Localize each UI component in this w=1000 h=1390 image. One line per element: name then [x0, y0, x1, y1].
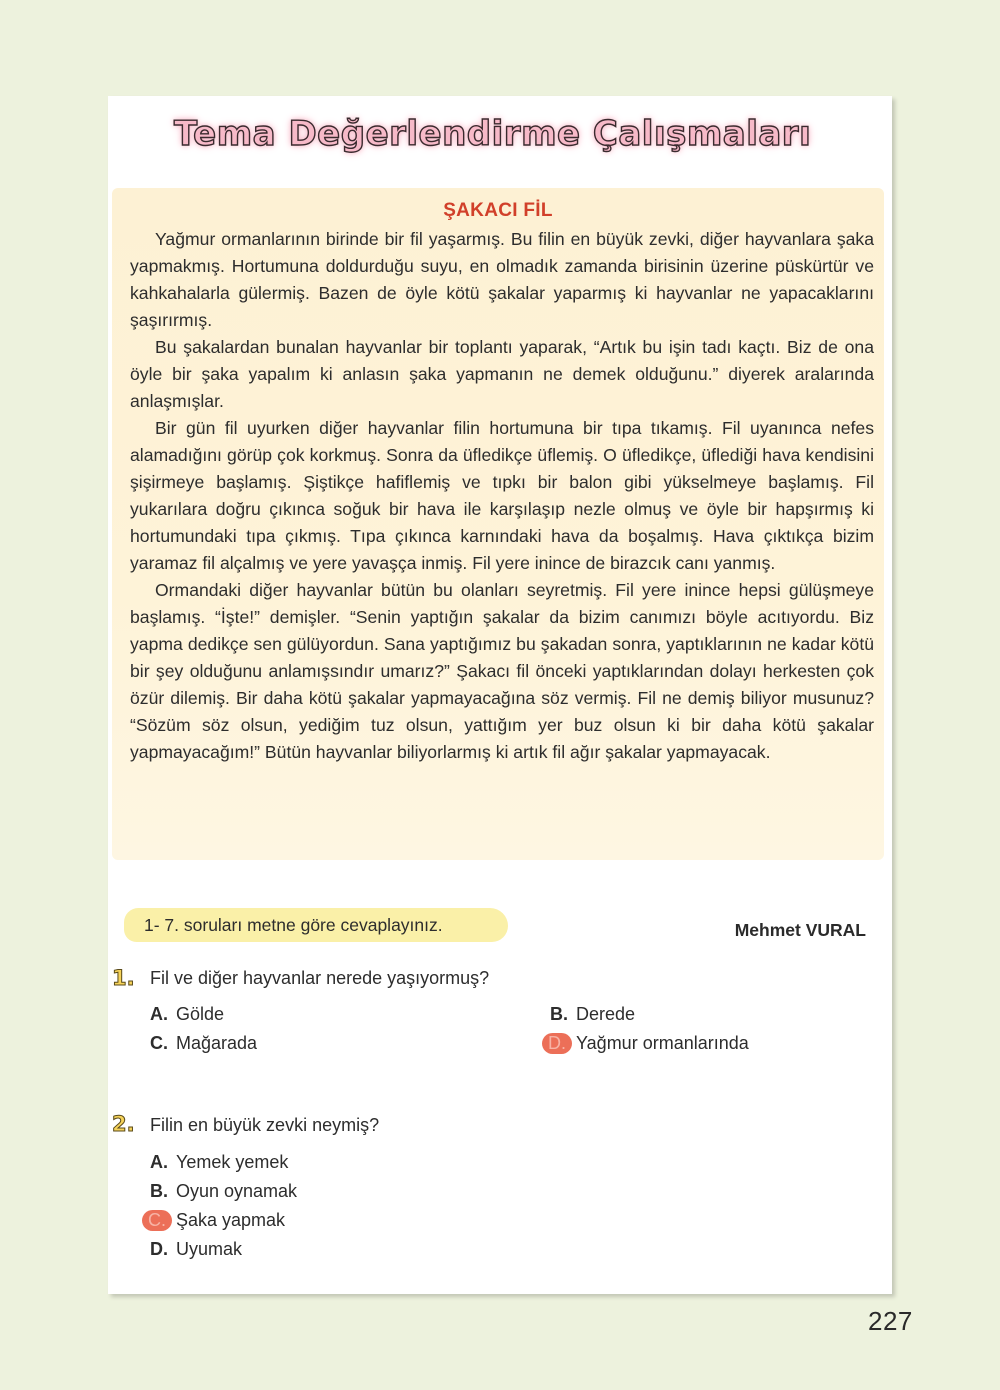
question-1-option-b[interactable] — [550, 1004, 635, 1025]
option-letter: A. — [150, 1004, 168, 1024]
story-author: Mehmet VURAL — [734, 920, 866, 940]
page-title: Tema Değerlendirme Çalışmaları — [174, 114, 812, 154]
option-letter: B. — [150, 1181, 168, 1201]
question-1-number: 1. — [112, 966, 135, 990]
story-paragraph: Bu şakalardan bunalan hayvanlar bir toplantı yaparak, “Artık bu işin tadı kaçtı. Biz de ona öyle bir şaka yapalım ki anlasın şaka yapmanın ne demek olduğunu.” diyerek aralarında anlaşmışlar. — [130, 337, 874, 411]
option-letter: D. — [150, 1239, 168, 1259]
option-letter: B. — [550, 1004, 568, 1024]
question-1-option-a[interactable] — [150, 1004, 224, 1025]
option-text: Yağmur ormanlarında — [576, 1033, 749, 1053]
option-letter: A. — [150, 1152, 168, 1172]
story-text — [130, 226, 874, 766]
question-1-option-d[interactable] — [546, 1033, 749, 1054]
question-1-text: Fil ve diğer hayvanlar nerede yaşıyormuş? — [150, 968, 490, 988]
question-2-option-b[interactable] — [150, 1181, 297, 1202]
option-letter: C. — [150, 1033, 168, 1053]
instruction-banner: 1- 7. soruları metne göre cevaplayınız. — [124, 908, 508, 942]
story-paragraph: Yağmur ormanlarının birinde bir fil yaşarmış. Bu filin en büyük zevki, diğer hayvanlara şaka yapmakmış. Hortumuna doldurduğu suyu, en olmadık zamanda birisinin üzerine püskürtür ve kahkahalarla gülermiş. Bazen de öyle kötü şakalar yaparmış ki hayvanlar ne yapacaklarını şaşırırmış. — [130, 229, 874, 330]
option-text: Şaka yapmak — [176, 1210, 286, 1230]
option-text: Yemek yemek — [176, 1152, 289, 1172]
answer-mark-circle: D. — [542, 1033, 572, 1054]
story-title: ŞAKACI FİL — [443, 200, 553, 221]
answer-mark-circle: C. — [142, 1210, 172, 1231]
question-2-number: 2. — [112, 1112, 135, 1136]
page-number: 227 — [868, 1306, 913, 1336]
question-1-option-c[interactable] — [150, 1033, 257, 1054]
question-2-text: Filin en büyük zevki neymiş? — [150, 1115, 380, 1135]
question-2-option-d[interactable] — [150, 1239, 242, 1260]
workbook-page — [108, 96, 892, 1294]
story-paragraph: Ormandaki diğer hayvanlar bütün bu olanları seyretmiş. Fil yere inince hepsi gülüşmeye başlamış. “İşte!” demişler. “Senin yaptığın şakalar da bizim canımızı böyle acıtıyordu. Biz yapma dedikçe sen gülüyordun. Sana yaptığımız bu şakadan sonra, yaptıklarının ne kadar kötü bir şey olduğunu anlamışsındır umarız?” Şakacı fil önceki yaptıklarından dolayı herkesten çok özür dilemiş. Bir daha kötü şakalar yapmayacağına söz vermiş. Fil ne demiş biliyor musunuz? “Sözüm söz olsun, yediğim tuz olsun, yattığım yer buz olsun ki bir daha kötü şakalar yapmayacağım!” Bütün hayvanlar biliyorlarmış ki artık fil ağır şakalar yapmayacak. — [130, 580, 874, 762]
option-text: Uyumak — [176, 1239, 243, 1259]
option-text: Oyun oynamak — [176, 1181, 298, 1201]
option-text: Mağarada — [176, 1033, 258, 1053]
option-text: Gölde — [176, 1004, 225, 1024]
story-paragraph: Bir gün fil uyurken diğer hayvanlar filin hortumuna bir tıpa tıkamış. Fil uyanınca nefes alamadığını görüp çok korkmuş. Sonra da üfledikçe üflemiş. O üfledikçe, üflediği hava kendisini şişirmeye başlamış. Şiştikçe hafiflemiş ve tıpkı bir balon gibi yükselmeye başlamış. Fil yukarılara doğru çıkınca soğuk bir hava ile karşılaşıp nezle olmuş ve öyle bir hapşırmış ki hortumundaki tıpa çıkmış. Tıpa çıkınca karnındaki hava da boşalmış. Hava çıktıkça bizim yaramaz fil alçalmış ve yere yavaşça inmiş. Fil yere inince de birazcık canı yanmış. — [130, 418, 874, 573]
option-text: Derede — [576, 1004, 636, 1024]
question-2-option-a[interactable] — [150, 1152, 288, 1173]
question-2-option-c[interactable] — [146, 1210, 285, 1231]
